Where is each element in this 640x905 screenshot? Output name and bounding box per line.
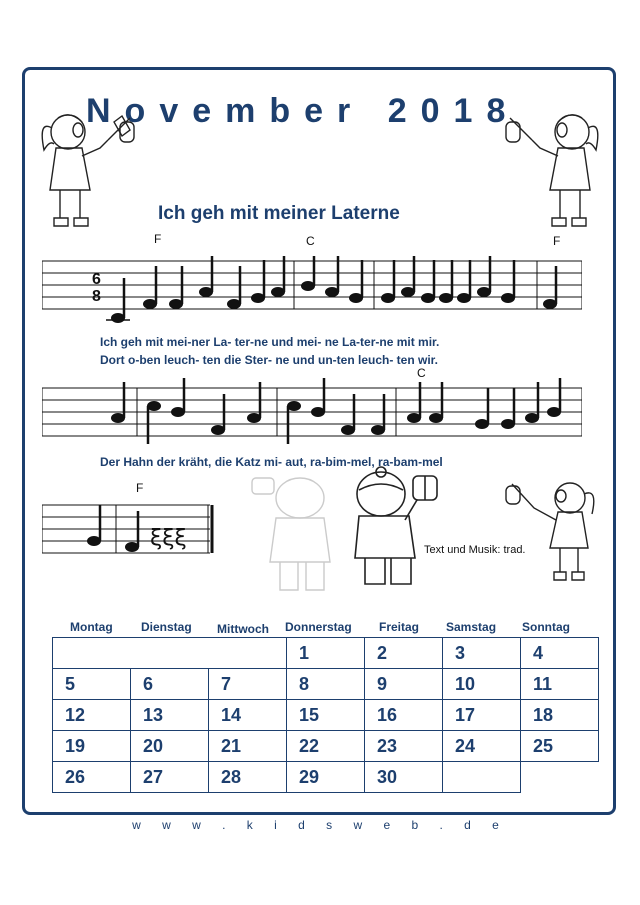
calendar-day-cell: 5 [53, 669, 131, 700]
boy-with-lantern-icon [240, 472, 350, 597]
chord-label: F [154, 232, 162, 246]
music-staff-2 [42, 378, 582, 450]
weekday-label: Mittwoch [217, 622, 269, 636]
lyric-line-3: Der Hahn der kräht, die Katz mi- aut, ra-bim-mel, ra-bam-mel [100, 455, 443, 469]
calendar-day-cell: 20 [131, 731, 209, 762]
calendar-day-cell: 7 [209, 669, 287, 700]
calendar-empty-cell [521, 762, 599, 793]
calendar-day-cell: 1 [287, 638, 365, 669]
calendar-day-cell: 9 [365, 669, 443, 700]
girl-with-lantern-icon [498, 468, 608, 588]
calendar-day-cell: 24 [443, 731, 521, 762]
music-staff-3 [42, 495, 222, 565]
calendar-day-cell: 8 [287, 669, 365, 700]
calendar-day-cell: 15 [287, 700, 365, 731]
calendar-day-cell: 17 [443, 700, 521, 731]
calendar-day-cell: 18 [521, 700, 599, 731]
girl-with-lantern-icon [30, 100, 140, 235]
calendar-day-cell: 16 [365, 700, 443, 731]
chord-label: F [553, 234, 561, 248]
calendar-day-cell: 25 [521, 731, 599, 762]
girl-with-lantern-icon [500, 100, 610, 235]
calendar-empty-cell [53, 638, 287, 669]
calendar-week-row [53, 638, 599, 669]
calendar-day-cell: 27 [131, 762, 209, 793]
weekday-label: Sonntag [522, 620, 570, 634]
calendar-day-cell: 26 [53, 762, 131, 793]
calendar-empty-cell [443, 762, 521, 793]
calendar-day-cell: 19 [53, 731, 131, 762]
calendar-day-cell: 14 [209, 700, 287, 731]
calendar-day-cell: 3 [443, 638, 521, 669]
calendar-day-cell: 13 [131, 700, 209, 731]
song-title: Ich geh mit meiner Laterne [158, 203, 400, 224]
chord-label: C [306, 234, 315, 248]
footer-website[interactable]: w w w . k i d s w e b . d e [132, 818, 508, 832]
time-signature-top: 6 [92, 271, 101, 288]
weekday-label: Freitag [379, 620, 420, 634]
calendar-day-cell: 29 [287, 762, 365, 793]
calendar-day-cell: 11 [521, 669, 599, 700]
calendar-day-cell: 23 [365, 731, 443, 762]
calendar-day-cell: 28 [209, 762, 287, 793]
boy-with-lantern-icon [345, 466, 455, 596]
calendar-week-row [53, 762, 599, 793]
time-signature-bottom: 8 [92, 288, 101, 305]
calendar-week-row [53, 700, 599, 731]
calendar-grid [52, 637, 599, 793]
calendar-day-cell: 6 [131, 669, 209, 700]
month-title: November 2018 [86, 92, 520, 130]
calendar-day-cell: 22 [287, 731, 365, 762]
calendar-day-cell: 2 [365, 638, 443, 669]
lyric-line-1: Ich geh mit mei-ner La- ter-ne und mei- ne La-ter-ne mit mir. [100, 335, 440, 349]
weekday-label: Dienstag [141, 620, 192, 634]
lyric-line-2: Dort o-ben leuch- ten die Ster- ne und un-ten leuch- ten wir. [100, 353, 439, 367]
calendar-day-cell: 30 [365, 762, 443, 793]
calendar-day-cell: 21 [209, 731, 287, 762]
weekday-label: Donnerstag [285, 620, 352, 634]
song-credit: Text und Musik: trad. [424, 544, 526, 556]
calendar-week-row [53, 669, 599, 700]
calendar-day-cell: 4 [521, 638, 599, 669]
chord-label: F [136, 481, 144, 495]
calendar-day-cell: 12 [53, 700, 131, 731]
weekday-label: Montag [70, 620, 113, 634]
svg-text:ξξξ: ξξξ [150, 526, 187, 551]
weekday-label: Samstag [446, 620, 497, 634]
calendar-week-row [53, 731, 599, 762]
chord-label: C [417, 366, 426, 380]
calendar-day-cell: 10 [443, 669, 521, 700]
music-staff-1 [42, 256, 582, 328]
